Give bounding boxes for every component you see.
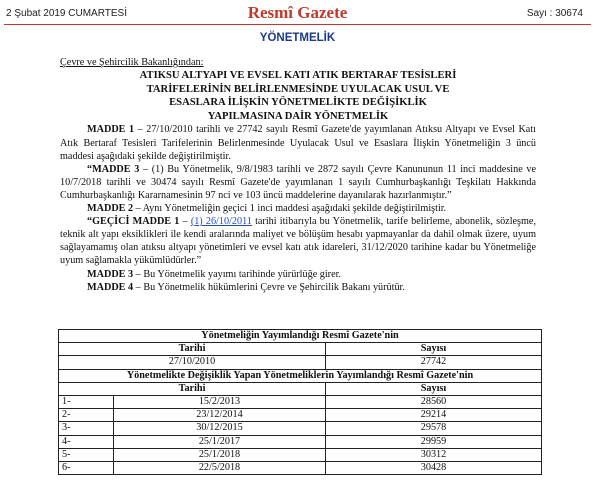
- table-row: [59, 422, 542, 435]
- section-title: YÖNETMELİK: [259, 32, 336, 44]
- amended-article-3: [60, 163, 536, 202]
- row-number: 2-: [59, 409, 114, 422]
- table-row: [59, 448, 542, 461]
- table-row: [59, 382, 542, 395]
- table-row: [59, 396, 542, 409]
- issue-number: Sayı : 30674: [526, 8, 583, 19]
- row-number: 5-: [59, 448, 114, 461]
- amendment-number: 30428: [326, 462, 542, 475]
- amendment-date: 23/12/2014: [114, 409, 326, 422]
- article-4: [60, 281, 536, 294]
- amendment-number: 29214: [326, 409, 542, 422]
- row-number: 4-: [59, 435, 114, 448]
- article-text: – 27/10/2010 tarihli ve 27742 sayılı Resmî Gazete'de yayımlanan Atıksu Altyapı ve Evsel Katı Atık Bertaraf Tesisleri Tarifelerinin Belirlenmesinde Uyulacak Usul ve Esaslara İlişkin Yönetmeliğin 3 üncü maddesi aşağıdaki şekilde değiştirilmiştir.: [60, 124, 536, 162]
- provisional-article-1: [60, 215, 536, 267]
- article-dash: –: [179, 216, 191, 228]
- article-label: “MADDE 3: [87, 163, 140, 175]
- original-date: 27/10/2010: [59, 356, 326, 369]
- amendment-date: 22/5/2018: [114, 462, 326, 475]
- row-number: 3-: [59, 422, 114, 435]
- article-label: MADDE 1: [87, 124, 135, 136]
- col-header-number: Sayısı: [326, 343, 542, 356]
- table-row: [59, 435, 542, 448]
- article-1: [60, 123, 536, 162]
- regulation-body: [60, 56, 536, 294]
- publication-history-table: [58, 329, 542, 475]
- amendment-date: 30/12/2015: [114, 422, 326, 435]
- regulation-title-line: ATIKSU ALTYAPI VE EVSEL KATI ATIK BERTARAF TESİSLERİ: [139, 70, 457, 82]
- gazette-masthead: Resmî Gazete: [247, 3, 348, 22]
- header-divider: [4, 24, 591, 25]
- table-row: [59, 409, 542, 422]
- original-publication-heading: Yönetmeliğin Yayımlandığı Resmî Gazete'nin: [59, 330, 542, 343]
- regulation-title-line: TARİFELERİNİN BELİRLENMESİNDE UYULACAK USUL VE: [146, 83, 450, 95]
- table-row: [59, 369, 542, 382]
- gazette-header: [0, 0, 595, 26]
- article-label: MADDE 2: [87, 203, 134, 215]
- col-header-date: Tarihi: [59, 382, 326, 395]
- amendment-date: 25/1/2017: [114, 435, 326, 448]
- article-text: – Bu Yönetmelik yayımı tarihinde yürürlüğe girer.: [133, 268, 341, 280]
- col-header-date: Tarihi: [59, 343, 326, 356]
- article-text: – (1) Bu Yönetmelik, 9/8/1983 tarihli ve 2872 sayılı Çevre Kanununun 11 inci maddesine ve 10/7/2018 tarihli ve 30474 sayılı Resmî Gazete'de yayımlanan 1 sayılı Cumhurbaşkanlığı Teşkilatı Hakkında Cumhurbaşkanlığı Kararnamesinin 97 nci ve 103 üncü maddelerine dayanılarak hazırlanmıştır.”: [60, 163, 536, 201]
- original-number: 27742: [326, 356, 542, 369]
- article-label: “GEÇİCİ MADDE 1: [87, 216, 180, 228]
- amendment-number: 29959: [326, 435, 542, 448]
- article-2: [60, 202, 536, 215]
- issue-date: 2 Şubat 2019 CUMARTESİ: [6, 8, 127, 19]
- article-text: – Aynı Yönetmeliğin geçici 1 inci maddesi aşağıdaki şekilde değiştirilmiştir.: [133, 203, 447, 215]
- amendment-number: 28560: [326, 396, 542, 409]
- amendment-date: 25/1/2018: [114, 448, 326, 461]
- regulation-title: [60, 69, 536, 123]
- article-text: tarihi itibarıyla bu Yönetmelik, tarife belirleme, abonelik, sözleşme, teknik alt yapı eksiklikleri ile kendi aralarında maliyet ve bölüşüm hesabı yapmayanlar da dahil olmak üzere, uyum sağlayamamış olan atıksu altyapı yönetimleri ve evsel katı atık idareleri, 31/12/2020 tarihine kadar bu Yönetmeliğe uyum sağlamakla yükümlüdürler.”: [60, 216, 536, 267]
- table-row: [59, 356, 542, 369]
- col-header-number: Sayısı: [326, 382, 542, 395]
- table-row: [59, 343, 542, 356]
- regulation-title-line: ESASLARA İLİŞKİN YÖNETMELİKTE DEĞİŞİKLİK: [169, 97, 427, 109]
- amendment-number: 29578: [326, 422, 542, 435]
- article-label: MADDE 3: [87, 268, 134, 280]
- table-row: [59, 330, 542, 343]
- article-text: – Bu Yönetmelik hükümlerini Çevre ve Şehircilik Bakanı yürütür.: [133, 281, 405, 293]
- amendments-heading: Yönetmelikte Değişiklik Yapan Yönetmeliklerin Yayımlandığı Resmî Gazete'nin: [59, 369, 542, 382]
- amendment-date: 15/2/2013: [114, 396, 326, 409]
- row-number: 1-: [59, 396, 114, 409]
- footnote-link[interactable]: (1) 26/10/2011: [190, 216, 252, 228]
- regulation-title-line: YAPILMASINA DAİR YÖNETMELİK: [207, 110, 389, 122]
- article-3-effective: [60, 268, 536, 281]
- row-number: 6-: [59, 462, 114, 475]
- table-row: [59, 462, 542, 475]
- amendment-number: 30312: [326, 448, 542, 461]
- issuing-ministry: Çevre ve Şehircilik Bakanlığından:: [60, 57, 204, 68]
- article-label: MADDE 4: [87, 281, 134, 293]
